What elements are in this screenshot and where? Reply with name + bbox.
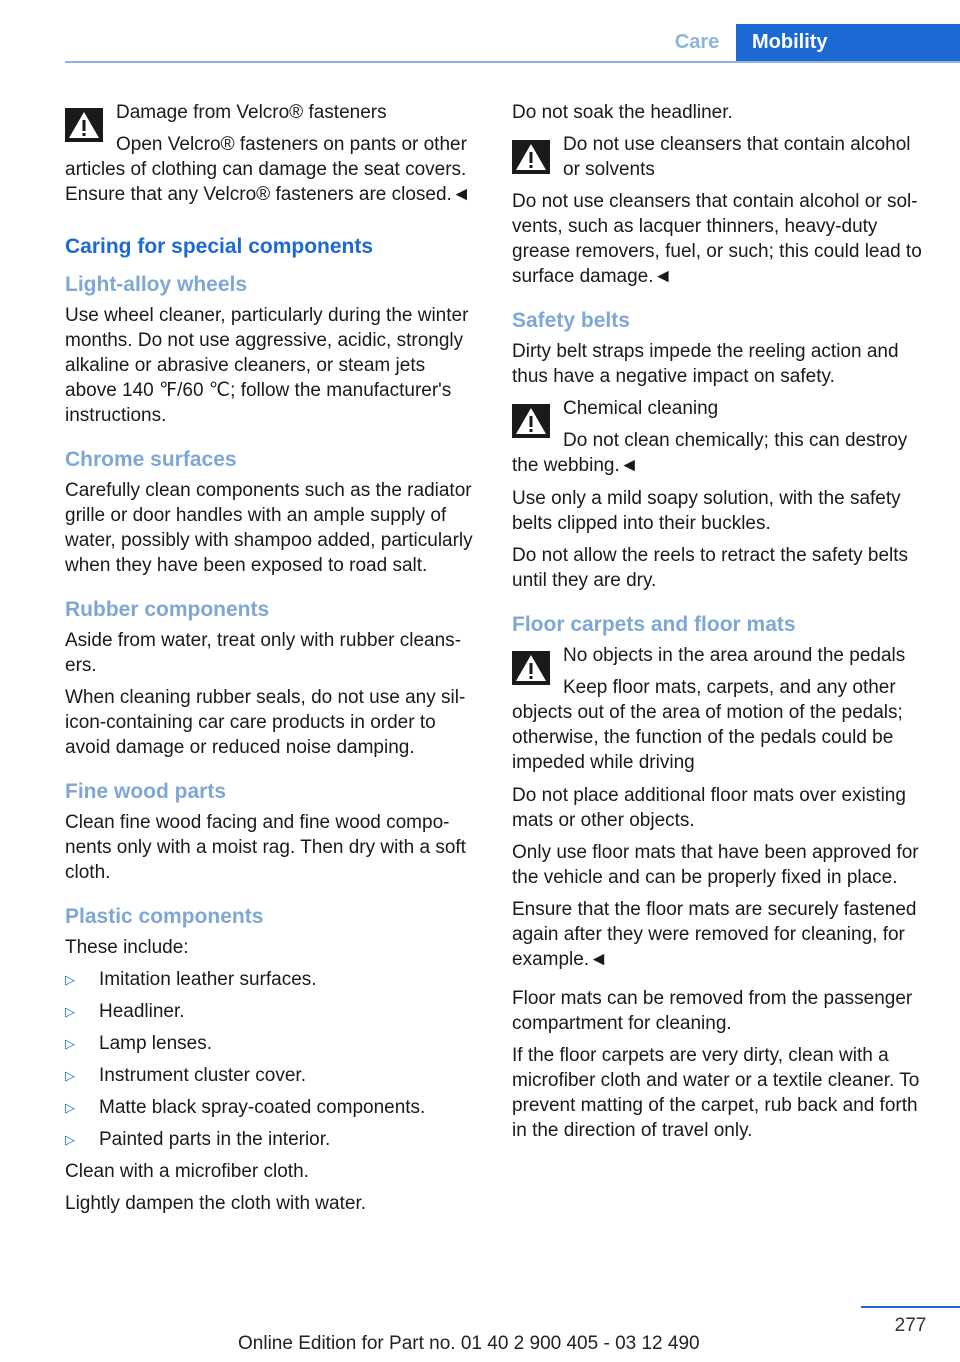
- paragraph-plastic-intro: These include:: [65, 937, 189, 958]
- list-item-text: Imitation leather surfaces.: [99, 969, 317, 990]
- heading-light-alloy: Light-alloy wheels: [65, 273, 248, 296]
- list-item: [65, 1127, 481, 1152]
- list-item-text: Matte black spray-coated components.: [99, 1097, 426, 1118]
- warning-triangle-icon: [65, 108, 103, 142]
- warning-triangle-icon: [512, 651, 550, 685]
- paragraph-headliner: Do not soak the headliner.: [512, 102, 733, 123]
- heading-plastic: Plastic components: [65, 905, 264, 928]
- paragraph-floor-5: If the floor carpets are very dirty, clean with a microfiber cloth and water or a textile cleaner. To prevent matting of the carpet, rub back and forth in the direction of travel only.: [512, 1045, 920, 1141]
- warning-body: Keep floor mats, carpets, and any other objects out of the area of motion of the pedals; otherwise, the function of the pedals could be impeded while driving: [512, 677, 903, 773]
- page-number: 277: [894, 1315, 927, 1336]
- heading-floor: Floor carpets and floor mats: [512, 613, 796, 636]
- paragraph-floor-3: Ensure that the floor mats are securely fastened again after they were removed for cleaning, for example.◄: [512, 899, 917, 970]
- bullet-triangle-icon: ▷: [65, 972, 75, 987]
- paragraph-plastic-1: Clean with a microfiber cloth.: [65, 1161, 309, 1182]
- tab-care[interactable]: Care: [674, 31, 720, 53]
- left-column: [65, 100, 481, 1223]
- bullet-triangle-icon: ▷: [65, 1036, 75, 1051]
- bullet-triangle-icon: ▷: [65, 1068, 75, 1083]
- paragraph-chrome: Carefully clean components such as the radiator grille or door handles with an ample supply of water, possibly with shampoo added, particularly when they have been exposed to road salt.: [65, 480, 473, 576]
- list-item-text: Painted parts in the interior.: [99, 1129, 331, 1150]
- warning-body: Do not use cleansers that contain alcohol or solvents, such as lacquer thinners, heavy-duty grease removers, fuel, or such; this could lead to surface damage.◄: [512, 191, 922, 287]
- footer-rule: [861, 1306, 960, 1308]
- paragraph-floor-1: Do not place additional floor mats over existing mats or other objects.: [512, 785, 906, 831]
- paragraph-light-alloy: Use wheel cleaner, particularly during the winter months. Do not use aggressive, acidic, strongly alkaline or abrasive cleaners, or steam jets above 140 ℉/60 ℃; follow the manufacturer's instructions.: [65, 305, 469, 426]
- section-title: Caring for special components: [65, 235, 374, 258]
- footer-edition: Online Edition for Part no. 01 40 2 900 405 - 03 12 490: [238, 1333, 700, 1354]
- paragraph-rubber-2: When cleaning rubber seals, do not use any silicon-containing car care products in order to avoid damage or reduced noise damping.: [65, 687, 466, 758]
- paragraph-wood: Clean fine wood facing and fine wood components only with a moist rag. Then dry with a soft cloth.: [65, 812, 466, 883]
- warning-chemical: [512, 396, 930, 478]
- warning-title: Do not use cleansers that contain alcohol or solvents: [563, 134, 911, 180]
- heading-chrome: Chrome surfaces: [65, 448, 237, 471]
- warning-title: Chemical cleaning: [563, 398, 719, 419]
- header-rule: [65, 61, 960, 63]
- bullet-triangle-icon: ▷: [65, 1004, 75, 1019]
- bullet-triangle-icon: ▷: [65, 1132, 75, 1147]
- heading-wood: Fine wood parts: [65, 780, 227, 803]
- paragraph-floor-2: Only use floor mats that have been approved for the vehicle and can be properly fixed in place.: [512, 842, 919, 888]
- warning-velcro: [65, 100, 481, 207]
- paragraph-belts-3: Do not allow the reels to retract the safety belts until they are dry.: [512, 545, 909, 591]
- paragraph-rubber-1: Aside from water, treat only with rubber cleansers.: [65, 630, 462, 676]
- plastic-list: [65, 967, 481, 1152]
- heading-safety-belts: Safety belts: [512, 309, 630, 332]
- list-item: [65, 999, 481, 1024]
- list-item-text: Headliner.: [99, 1001, 185, 1022]
- warning-cleansers: [512, 132, 930, 289]
- warning-title: Damage from Velcro® fasteners: [116, 102, 387, 123]
- paragraph-floor-4: Floor mats can be removed from the passenger compartment for cleaning.: [512, 988, 913, 1034]
- list-item: [65, 1063, 481, 1088]
- list-item-text: Instrument cluster cover.: [99, 1065, 306, 1086]
- list-item: [65, 1031, 481, 1056]
- list-item: [65, 1095, 481, 1120]
- list-item: [65, 967, 481, 992]
- paragraph-belts-2: Use only a mild soapy solution, with the safety belts clipped into their buckles.: [512, 488, 901, 534]
- heading-rubber: Rubber components: [65, 598, 270, 621]
- warning-triangle-icon: [512, 404, 550, 438]
- tab-mobility[interactable]: Mobility: [736, 24, 960, 61]
- warning-title: No objects in the area around the pedals: [563, 645, 906, 666]
- list-item-text: Lamp lenses.: [99, 1033, 213, 1054]
- bullet-triangle-icon: ▷: [65, 1100, 75, 1115]
- warning-pedals: [512, 643, 930, 775]
- warning-triangle-icon: [512, 140, 550, 174]
- warning-body: Open Velcro® fasteners on pants or other articles of clothing can damage the seat covers. Ensure that any Velcro® fasteners are closed.◄: [65, 134, 471, 205]
- paragraph-plastic-2: Lightly dampen the cloth with water.: [65, 1193, 367, 1214]
- warning-body: Do not clean chemically; this can destroy the webbing.◄: [512, 430, 908, 476]
- right-column: [512, 100, 930, 1150]
- paragraph-belts: Dirty belt straps impede the reeling action and thus have a negative impact on safety.: [512, 341, 899, 387]
